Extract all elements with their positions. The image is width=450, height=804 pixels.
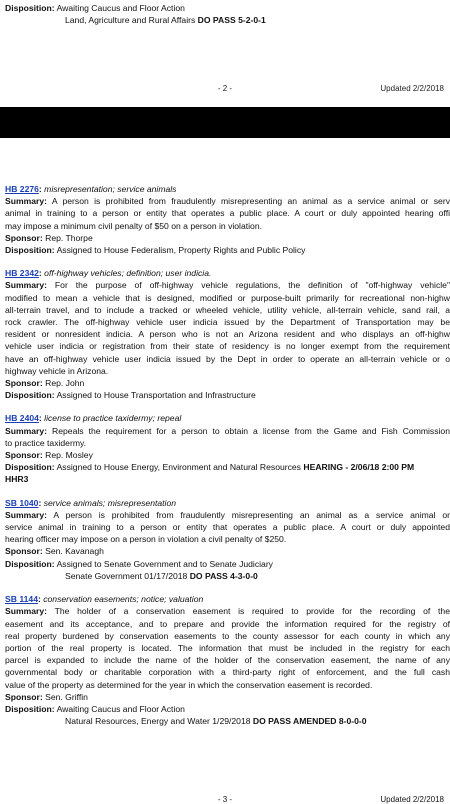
bill-title: license to practice taxidermy; repeal <box>44 413 182 424</box>
summary-text: rock crawler. The off-highway vehicle user indicia issued by the Department of Transportation may be <box>5 317 450 328</box>
bill-title: service animals; misrepresentation <box>43 497 177 508</box>
disposition-label: Disposition: <box>5 245 55 256</box>
summary-label: Summary: <box>5 280 48 291</box>
summary-label: Summary: <box>5 196 48 207</box>
disposition-text: Awaiting Caucus and Floor Action <box>54 3 185 13</box>
committee-line: Land, Agriculture and Rural Affairs <box>65 15 198 26</box>
disposition-text: Assigned to House Transportation and Infrastructure <box>54 390 256 401</box>
bill-entry: HB 2342: off-highway vehicles; definition; user indicia. Summary: For the purpose of off-highway vehicle regulations, the definition of "off-highway vehicle" modified to mean a vehicle that is designed, modified or purpose-built primarily for recreational non-highw all-terrain travel, and to include a tracked or wheeled vehicle, utility vehicle, all-terrain vehicle, sand rail, a rock crawler. The off-highway vehicle user indicia issued by the Department of Transportation may be resident or nonresident indicia. A person who is not an Arizona resident and who displays an off-highw vehicle user indicia or registration from their state of residency is no longer exempt from the requirement have an off-highway vehicle user indicia issued by the Dept in order to operate an all-terrain vehicle or o highway vehicle in Arizona. Sponsor: Rep. John Disposition: Assigned to House Transportation and Infrastructure <box>5 268 450 401</box>
summary-text: have an off-highway vehicle user indicia issued by the Dept in order to operate an all-terrain vehicle or o <box>5 353 450 364</box>
summary-text: For the purpose of off-highway vehicle regulations, the definition of "off-highway vehicle" <box>47 280 450 291</box>
summary-label: Summary: <box>5 606 48 617</box>
summary-text: modified to mean a vehicle that is designed, modified or purpose-built primarily for recreational non-highw <box>5 292 450 303</box>
summary-text: highway vehicle in Arizona. <box>5 365 109 376</box>
bill-entry: SB 1040: service animals; misrepresentation Summary: A person is prohibited from fraudulently misrepresenting an animal as a service animal or service animal in training to a person or entity that operates a public place. A court or duly appointed hearing officer may impose on a person in violation a civil penalty of $250. Sponsor: Sen. Kavanagh Disposition: Assigned to Senate Government and to Senate Judiciary Senate Government 01/17/2018 DO PASS 4-3-0-0 <box>5 497 450 581</box>
updated-date: Updated 2/2/2018 <box>380 84 444 93</box>
summary-text: The holder of a conservation easement is required to provide for the recording of the <box>47 606 450 617</box>
page-separator <box>0 107 450 138</box>
bill-title: conservation easements; notice; valuation <box>43 594 204 605</box>
summary-text: easement and its acceptance, and to prepare and provide the information required for the registry of <box>5 618 450 629</box>
summary-text: A person is prohibited from fraudulently misrepresenting an animal as a service animal or <box>47 509 450 520</box>
disposition-text: Assigned to Senate Government and to Senate Judiciary <box>54 558 273 569</box>
summary-label: Summary: <box>5 425 48 436</box>
summary-text: value of the property as determined for the year in which the conservation easement is recorded. <box>5 679 373 690</box>
sponsor-name: Rep. Thorpe <box>42 232 93 243</box>
disposition-label: Disposition: <box>5 462 55 473</box>
sponsor-name: Sen. Griffin <box>42 691 88 702</box>
disposition-label: Disposition: <box>5 558 55 569</box>
page-number: - 2 - <box>217 84 233 93</box>
bill-title: off-highway vehicles; definition; user indicia. <box>44 268 212 279</box>
sponsor-name: Rep. Mosley <box>42 450 93 461</box>
summary-text: to practice taxidermy. <box>5 437 87 448</box>
disposition-label: Disposition: <box>5 703 55 714</box>
sponsor-label: Sponsor: <box>5 546 43 557</box>
sponsor-label: Sponsor: <box>5 691 43 702</box>
summary-text: resident or nonresident indicia. A person who is not an Arizona resident and who displays an off-highw <box>5 329 450 340</box>
summary-text: vehicle user indicia or registration from their state of residency is no longer exempt from the requirement <box>5 341 450 352</box>
sponsor-name: Rep. John <box>42 378 85 389</box>
bill-number-link[interactable]: SB 1040 <box>5 497 39 508</box>
disposition-text: Assigned to House Energy, Environment and Natural Resources <box>54 462 304 473</box>
bill-list <box>5 183 450 738</box>
disposition-status: HEARING - 2/06/18 2:00 PM <box>303 462 415 473</box>
disposition-text: Awaiting Caucus and Floor Action <box>54 703 185 714</box>
summary-text: governmental body or charitable corporation with a third-party right of enforcement, and the full cash <box>5 667 450 678</box>
disposition-status: DO PASS AMENDED 8-0-0-0 <box>252 716 367 727</box>
bill-list-page <box>0 138 450 800</box>
bill-entry: HB 2404: license to practice taxidermy; repeal Summary: Repeals the requirement for a person to obtain a license from the Game and Fish Commission to practice taxidermy. Sponsor: Rep. Mosley Disposition: Assigned to House Energy, Environment and Natural Resources HEARING - 2/06/18 2:00 PM HHR3 <box>5 413 450 485</box>
disposition-status: HHR3 <box>5 474 29 485</box>
summary-text: may impose a minimum civil penalty of $50 on a person in violation. <box>5 220 262 231</box>
summary-text: hearing officer may impose on a person in violation a civil penalty of $250. <box>5 534 287 545</box>
disposition-label: Disposition: <box>5 390 55 401</box>
bill-number-link[interactable]: SB 1144 <box>5 594 38 605</box>
top-disposition <box>5 2 266 26</box>
bill-number-link[interactable]: HB 2276 <box>5 184 39 194</box>
bill-number-link[interactable]: HB 2404 <box>5 413 39 424</box>
disposition-label: Disposition: <box>5 3 55 13</box>
bill-number-link[interactable]: HB 2342 <box>5 268 39 279</box>
summary-text: service animal in training to a person or entity that operates a public place. A court or duly appointed <box>5 522 450 533</box>
bill-title: misrepresentation; service animals <box>44 184 177 194</box>
summary-text: parcel is expanded to include the name of the holder of the conservation easement, the name of any <box>5 655 450 666</box>
bottom-page-number: - 3 - <box>217 795 233 804</box>
summary-text: animal in training to a person or entity that operates a public place. A court or duly appointed hearing offi <box>5 208 450 219</box>
sponsor-label: Sponsor: <box>5 378 43 389</box>
sponsor-label: Sponsor: <box>5 450 43 461</box>
bill-entry: HB 2276: misrepresentation; service animals Summary: A person is prohibited from fraudulently misrepresenting an animal as a service animal or serv animal in training to a person or entity that operates a public place. A court or duly appointed hearing offi may impose a minimum civil penalty of $50 on a person in violation. Sponsor: Rep. Thorpe Disposition: Assigned to House Federalism, Property Rights and Public Policy <box>5 184 450 256</box>
disposition-text: Assigned to House Federalism, Property Rights and Public Policy <box>54 245 306 256</box>
bill-entry: SB 1144: conservation easements; notice; valuation Summary: The holder of a conservation easement is required to provide for the recording of the easement and its acceptance, and to prepare and provide the information required for the registry of real property burdened by conservation easements to the county assessor for each county in which any portion of the real property is located. The information that must be included in the registry for each parcel is expanded to include the name of the holder of the conservation easement, the name of any governmental body or charitable corporation with a third-party right of enforcement, and the full cash value of the property as determined for the year in which the conservation easement is recorded. Sponsor: Sen. Griffin Disposition: Awaiting Caucus and Floor Action Natural Resources, Energy and Water 1/29/2018 DO PASS AMENDED 8-0-0-0 <box>5 594 450 727</box>
summary-label: Summary: <box>5 509 48 520</box>
summary-text: A person is prohibited from fraudulently misrepresenting an animal as a service animal or serv <box>47 196 450 207</box>
summary-text: real property burdened by conservation easements to the county assessor for each county in which any <box>5 630 450 641</box>
disposition-status: DO PASS 4-3-0-0 <box>189 570 258 581</box>
disposition-text: Senate Government 01/17/2018 <box>65 570 190 581</box>
summary-text: portion of the real property is located. The information that must be included in the registry for each <box>5 642 450 653</box>
summary-text: Repeals the requirement for a person to obtain a license from the Game and Fish Commission <box>47 425 450 436</box>
sponsor-label: Sponsor: <box>5 232 43 243</box>
bottom-updated-date: Updated 2/2/2018 <box>380 795 444 804</box>
disposition-text: Natural Resources, Energy and Water 1/29/2018 <box>65 716 253 727</box>
summary-text: all-terrain travel, and to include a tracked or wheeled vehicle, utility vehicle, all-terrain vehicle, sand rail, a <box>5 304 450 315</box>
committee-vote: DO PASS 5-2-0-1 <box>197 15 266 26</box>
sponsor-name: Sen. Kavanagh <box>42 546 104 557</box>
